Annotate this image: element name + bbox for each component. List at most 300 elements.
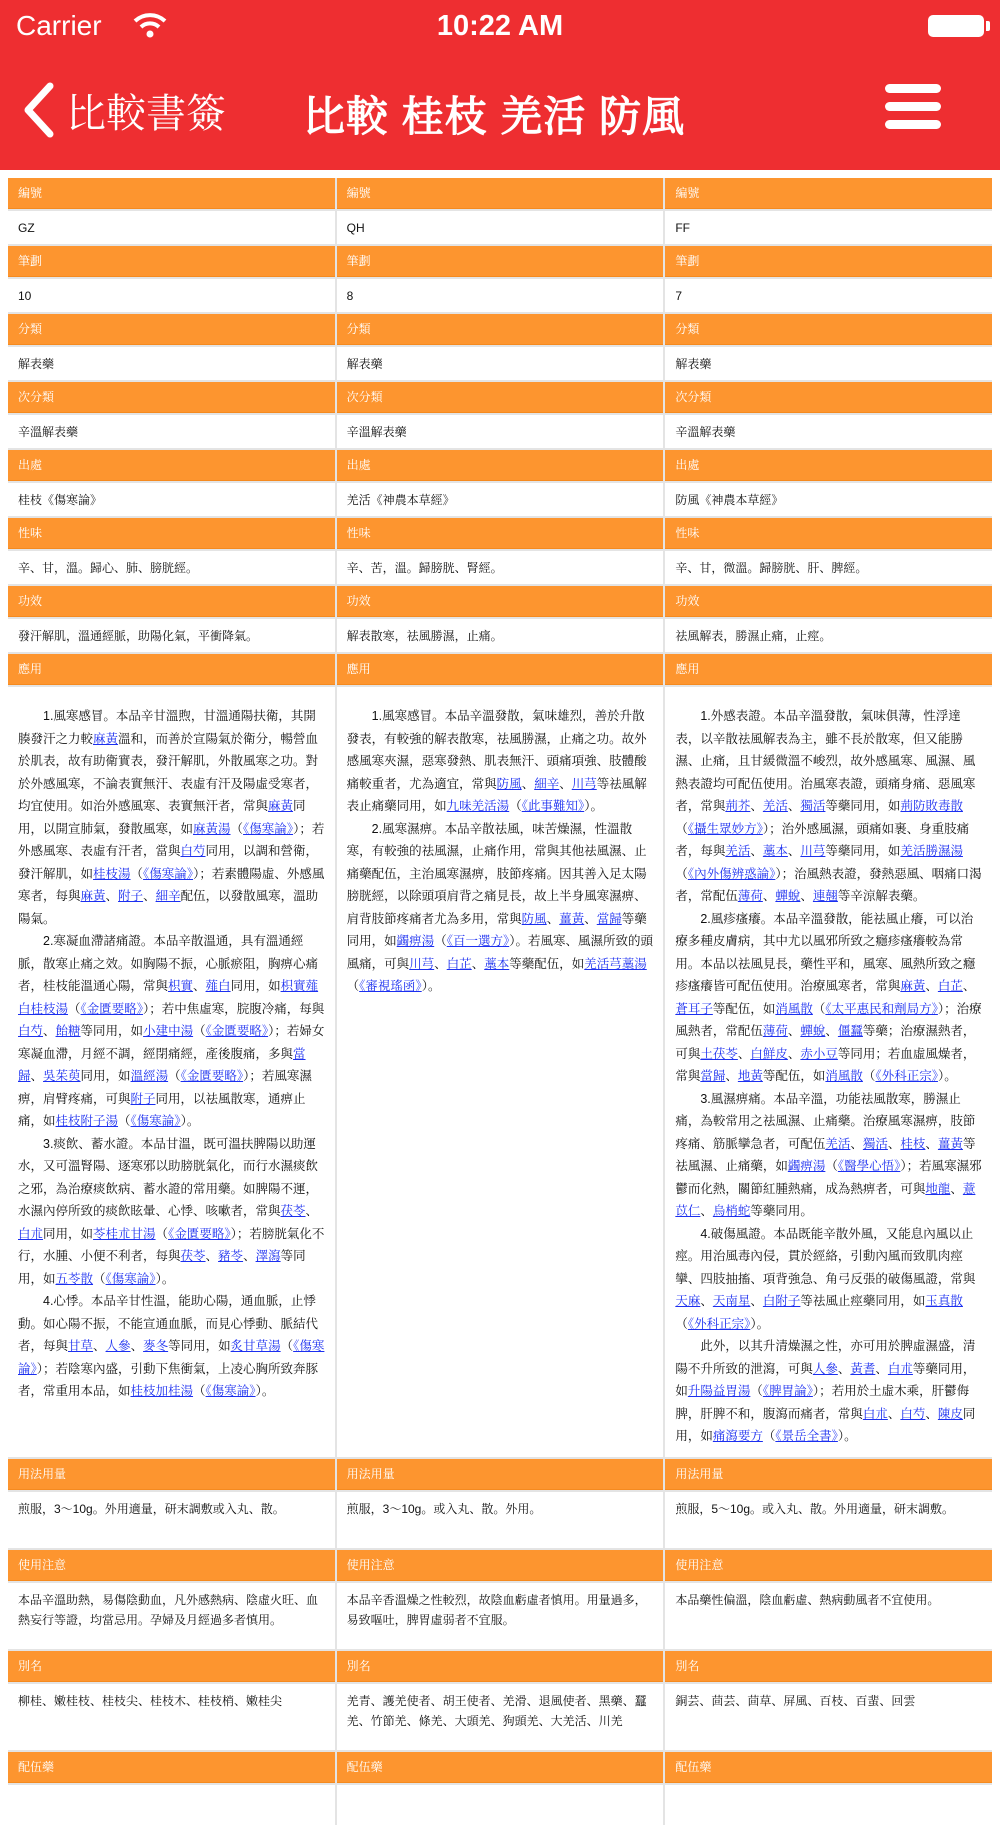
usage-text-segment: 等藥同用，如	[825, 844, 901, 858]
usage-text-segment: ）；若風寒濕痹，肩臂疼痛，可與	[18, 1069, 312, 1106]
field-value: 桂枝《傷寒論》	[8, 483, 335, 516]
field-label: 編號	[8, 178, 335, 209]
usage-text-segment: ）。	[584, 799, 603, 813]
usage-text-segment: 、	[30, 1069, 44, 1083]
herb-link[interactable]: 《傷寒論》	[143, 866, 194, 881]
usage-text-segment: （	[750, 1384, 763, 1398]
field-value: 解表藥	[665, 347, 992, 380]
usage-text-segment: 、	[750, 1294, 763, 1308]
herb-link[interactable]: 細辛	[155, 889, 181, 903]
usage-text-segment: 、	[787, 1046, 801, 1061]
herb-link[interactable]: 消風散	[775, 1001, 813, 1016]
usage-text-segment: 、	[93, 1339, 106, 1353]
herb-link[interactable]: 薄荷	[762, 1024, 788, 1038]
usage-text-segment: 同用，以開宣肺氣，發散風寒，如	[18, 799, 306, 836]
usage-text-segment: 、	[243, 1249, 256, 1263]
herb-link[interactable]: 川芎	[571, 776, 597, 791]
caution-label: 使用注意	[337, 1550, 664, 1581]
usage-text-segment: （	[168, 1069, 181, 1083]
usage-label: 應用	[8, 654, 335, 685]
usage-text-segment: 等藥同用，如	[825, 799, 901, 813]
usage-text-segment: 、	[787, 1024, 801, 1038]
herb-link[interactable]: 羌活	[762, 799, 788, 813]
herb-link[interactable]: 《內外傷辨惑論》	[687, 866, 776, 881]
usage-text-segment: 同用，如	[80, 1069, 131, 1083]
usage-text-segment: （	[675, 821, 688, 836]
herb-link[interactable]: 《攝生眾妙方》	[687, 821, 763, 836]
usage-text-segment: 、	[434, 956, 447, 971]
herb-link[interactable]: 川芎	[409, 956, 435, 971]
compatible-herbs-label: 配伍藥	[665, 1752, 992, 1783]
herb-link[interactable]: 防風	[496, 776, 522, 791]
herb-link[interactable]: 當歸	[18, 1046, 306, 1083]
usage-text	[665, 687, 992, 1457]
alias-label: 別名	[8, 1651, 335, 1682]
field-value: FF	[665, 211, 992, 244]
usage-text-segment: 同用，如	[675, 1406, 976, 1443]
usage-text-segment: ）。	[937, 1069, 957, 1083]
clock: 10:22 AM	[436, 10, 564, 42]
herb-link[interactable]: 荊芥	[725, 799, 751, 813]
usage-text-segment: 配伍，以發散風寒，溫助陽氣。	[18, 889, 319, 926]
usage-text-segment: 、	[875, 1361, 888, 1376]
herb-link[interactable]: 《傷寒論》	[18, 1339, 325, 1376]
field-value: 7	[665, 279, 992, 312]
dosage-value: 煎服，3～10g。或入丸、散。外用。	[337, 1492, 664, 1548]
usage-paragraph	[675, 705, 982, 908]
usage-text-segment: （	[675, 1316, 688, 1331]
herb-link[interactable]: 羌活芎藁湯	[584, 956, 647, 971]
usage-text-segment: 同用，如	[230, 979, 281, 993]
herb-link[interactable]: 枳實	[168, 979, 194, 993]
usage-text-segment: 1.外感表證。本品辛溫發散，氣味俱薄，性浮達表，以辛散祛風解表為主，雖不長於散寒，但又能勝濕、止痛，且甘緩微溫不峻烈，故外感風寒、風濕、風熱表證均可配伍使用。治風寒表證，頭痛身痛、惡風寒者，常與	[675, 709, 976, 813]
usage-text-segment: ）。	[421, 979, 441, 993]
usage-text-segment: 、	[787, 799, 801, 813]
herb-link[interactable]: 薑黃	[937, 1136, 963, 1151]
field-label: 分類	[665, 314, 992, 345]
herb-link[interactable]: 《太平惠民和劑局方》	[825, 1001, 938, 1016]
usage-text-segment: 等藥；治療濕熱者，可與	[675, 1024, 976, 1061]
herb-link[interactable]: 當歸	[596, 911, 622, 926]
herb-link[interactable]: 澤瀉	[255, 1249, 281, 1263]
herb-link[interactable]: 蒼耳子	[675, 1001, 713, 1016]
usage-text-segment: ）；若外感風寒、表虛有汗者，當與	[18, 821, 325, 858]
usage-text-segment: ）。	[837, 1429, 857, 1443]
usage-text-segment: 、	[546, 911, 560, 926]
herb-link[interactable]: 白鮮皮	[750, 1046, 788, 1061]
herb-link[interactable]: 白朮	[862, 1406, 888, 1421]
herb-link[interactable]: 《金匱要略》	[168, 1226, 231, 1241]
field-value: 辛、甘，溫。歸心、肺、膀胱經。	[8, 551, 335, 584]
usage-text-segment: （	[675, 866, 688, 881]
usage-text-segment: ）；治外感風濕，頭痛如裹、身重肢痛者，每與	[675, 821, 970, 858]
herb-link[interactable]: 薄荷	[737, 889, 763, 903]
usage-text-segment: 、	[205, 1249, 219, 1263]
compatible-herbs-label: 配伍藥	[8, 1752, 335, 1783]
usage-text-segment: 、	[762, 889, 776, 903]
herb-link[interactable]: 防風	[521, 911, 547, 926]
usage-text-segment: 同用，如	[43, 1226, 94, 1241]
usage-text-segment: 、	[962, 979, 976, 993]
usage-text	[337, 687, 664, 1457]
caution-label: 使用注意	[665, 1550, 992, 1581]
usage-text-segment: 、	[193, 979, 206, 993]
herb-link[interactable]: 藁本	[762, 844, 788, 858]
herb-link[interactable]: 陳皮	[937, 1406, 963, 1421]
herb-link[interactable]: 吳茱萸	[43, 1069, 81, 1083]
field-label: 出處	[337, 450, 664, 481]
field-label: 次分類	[337, 382, 664, 413]
usage-text-segment: 1.風寒感冒。本品辛溫發散，氣味雄烈，善於升散發表，有較強的解表散寒，祛風勝濕，止痛之功。故外感風寒夾濕，惡寒發熱、肌表無汗、頭痛項強、肢體酸痛較重者，尤為適宜，常與	[346, 709, 647, 791]
herb-link[interactable]: 人參	[105, 1339, 131, 1353]
herb-link[interactable]: 白芍	[900, 1406, 926, 1421]
usage-text-segment: 、	[559, 776, 572, 791]
herb-link[interactable]: 桂枝加桂湯	[130, 1384, 194, 1398]
compatible-herbs-value	[665, 1785, 992, 1825]
herb-link[interactable]: 羌活	[725, 844, 751, 858]
field-value: 發汗解肌，溫通經脈，助陽化氣，平衝降氣。	[8, 619, 335, 652]
herb-link[interactable]: 烏梢蛇	[712, 1204, 751, 1218]
field-label: 編號	[337, 178, 664, 209]
herb-link[interactable]: 麻黃	[93, 731, 119, 746]
dosage-value: 煎服，5～10g。或入丸、散。外用適量，研末調敷。	[665, 1492, 992, 1548]
herb-link[interactable]: 白芍	[18, 1024, 44, 1038]
herb-link[interactable]: 《審視瑤函》	[359, 979, 422, 993]
herb-link[interactable]: 《金匱要略》	[180, 1069, 244, 1083]
herb-link[interactable]: 桂枝附子湯	[55, 1114, 119, 1128]
herb-link[interactable]: 飴糖	[55, 1024, 81, 1038]
caution-label: 使用注意	[8, 1550, 335, 1581]
herb-link[interactable]: 白芍	[180, 844, 206, 858]
alias-label: 別名	[665, 1651, 992, 1682]
herb-link[interactable]: 麥冬	[143, 1339, 169, 1353]
herb-link[interactable]: 附子	[130, 1091, 156, 1106]
usage-text-segment: （	[230, 821, 244, 836]
field-label: 功效	[8, 586, 335, 617]
usage-text-segment: 等同用；若血虛風燥者，常與	[675, 1046, 976, 1083]
alias-value: 銅芸、茴芸、茴草、屏風、百枝、百蜚、回雲	[665, 1684, 992, 1750]
herb-link[interactable]: 薏苡仁	[675, 1181, 976, 1218]
field-value: 解表藥	[8, 347, 335, 380]
chevron-left-icon	[18, 80, 58, 140]
herb-link[interactable]: 《此事難知》	[521, 799, 585, 813]
herb-link[interactable]: 羌活	[825, 1136, 851, 1151]
usage-paragraph	[347, 818, 654, 998]
usage-text-segment: （	[434, 934, 447, 948]
dosage-label: 用法用量	[665, 1459, 992, 1490]
usage-text-segment: 等同用，如	[18, 1249, 306, 1286]
field-label: 功效	[665, 586, 992, 617]
usage-text-segment: 、	[584, 911, 597, 926]
usage-text-segment: 、	[305, 1204, 319, 1218]
usage-text-segment: 、	[787, 844, 801, 858]
usage-text-segment: 、	[700, 1204, 713, 1218]
usage-text-segment: 3.痰飲、蓄水證。本品甘溫，既可溫扶脾陽以助運水，又可溫腎陽、逐寒邪以助膀胱氣化，而行水濕痰飲之邪，為治療痰飲病、蓄水證的常用藥。如脾陽不運，水濕內停所致的痰飲眩暈、心悸、咳嗽者，常與	[18, 1136, 319, 1218]
herb-link[interactable]: 蟬蛻	[775, 889, 801, 903]
field-label: 編號	[665, 178, 992, 209]
field-label: 出處	[665, 450, 992, 481]
usage-text-segment: ）；若陰寒內盛，引動下焦衝氣，上凌心胸所致奔豚者，常重用本品，如	[18, 1361, 319, 1398]
usage-text-segment: 、	[925, 979, 938, 993]
herb-link[interactable]: 細辛	[534, 776, 560, 791]
usage-paragraph	[347, 705, 654, 818]
herb-link[interactable]: 僵蠶	[837, 1024, 863, 1038]
field-value: 防風《神農本草經》	[665, 483, 992, 516]
herb-link[interactable]: 五苓散	[55, 1271, 94, 1286]
herb-link[interactable]: 薑黃	[559, 911, 585, 926]
usage-text-segment: 等祛風止痙藥同用，如	[800, 1294, 926, 1308]
usage-text-segment: 、	[850, 1136, 863, 1151]
alias-label: 別名	[337, 1651, 664, 1682]
usage-text	[8, 687, 335, 1457]
herb-link[interactable]: 獨活	[862, 1136, 888, 1151]
herb-link[interactable]: 豬苓	[218, 1249, 244, 1263]
usage-text-segment: 、	[143, 889, 156, 903]
herb-link[interactable]: 蠲痹湯	[787, 1159, 826, 1173]
herb-link[interactable]: 地龍	[925, 1181, 951, 1196]
herb-link[interactable]: 苓桂朮甘湯	[93, 1226, 156, 1241]
alias-value: 羌青、護羌使者、胡王使者、羌滑、退風使者、黑藥、蠶羌、竹節羌、條羌、大頭羌、狗頭羌、大羌活、川羌	[337, 1684, 664, 1750]
caution-value: 本品辛溫助熱，易傷陰動血，凡外感熱病、陰虛火旺、血熱妄行等證，均當忌用。孕婦及月經過多者慎用。	[8, 1583, 335, 1649]
usage-text-segment: 等藥同用，如	[675, 1361, 976, 1398]
usage-paragraph	[18, 930, 325, 1133]
herb-link[interactable]: 麻黃	[80, 889, 106, 903]
usage-paragraph	[675, 1088, 982, 1223]
compatible-herbs-label: 配伍藥	[337, 1752, 664, 1783]
herb-link[interactable]: 天麻	[675, 1294, 701, 1308]
usage-text-segment: 等祛風解表止痛藥同用，如	[346, 776, 647, 813]
herb-link[interactable]: 荊防敗毒散	[900, 799, 963, 813]
usage-text-segment: （	[68, 1001, 81, 1016]
usage-label: 應用	[337, 654, 664, 685]
usage-text-segment: ）。	[255, 1384, 275, 1398]
herb-link[interactable]: 附子	[118, 889, 144, 903]
usage-text-segment: 、	[700, 1294, 713, 1308]
field-value: 辛、苦，溫。歸膀胱、腎經。	[337, 551, 664, 584]
field-value: 辛溫解表藥	[337, 415, 664, 448]
usage-text-segment: 等同用，如	[168, 1339, 231, 1353]
herb-link[interactable]: 白芷	[446, 956, 472, 971]
herb-link[interactable]: 《傷寒論》	[130, 1114, 181, 1128]
usage-text-segment: 此外，以其升清燥濕之性，亦可用於脾虛濕盛，清陽不升所致的泄瀉，可與	[675, 1339, 976, 1376]
usage-text-segment: 、	[521, 776, 535, 791]
status-bar	[0, 0, 1000, 55]
usage-text-segment: 、	[825, 1024, 838, 1038]
hamburger-menu-icon[interactable]	[885, 84, 941, 134]
herb-link[interactable]: 升陽益胃湯	[687, 1384, 751, 1398]
herb-link[interactable]: 《脾胃論》	[762, 1384, 813, 1398]
herb-link[interactable]: 蟬蛻	[800, 1024, 826, 1038]
herb-link[interactable]: 《醫學心悟》	[837, 1159, 901, 1173]
usage-label: 應用	[665, 654, 992, 685]
compatible-herbs-value	[8, 1785, 335, 1825]
alias-value: 柳桂、嫩桂枝、桂枝尖、桂枝木、桂枝梢、嫩桂尖	[8, 1684, 335, 1750]
usage-text-segment: 、	[837, 1361, 851, 1376]
usage-text-segment: 、	[725, 1069, 738, 1083]
herb-link[interactable]: 麻黃湯	[193, 821, 231, 836]
usage-paragraph	[18, 705, 325, 930]
usage-text-segment: 、	[750, 844, 763, 858]
page-title: 比較 桂枝 羌活 防風	[303, 93, 686, 140]
usage-text-segment: 同用，以調和營衛，發汗解肌，如	[18, 844, 319, 881]
herb-link[interactable]: 小建中湯	[143, 1024, 194, 1038]
field-label: 次分類	[8, 382, 335, 413]
herb-link[interactable]: 麻黃	[900, 979, 926, 993]
usage-text-segment: 、	[130, 1339, 144, 1353]
usage-text-segment: （	[93, 1271, 106, 1286]
field-label: 筆劃	[665, 246, 992, 277]
herb-link[interactable]: 川芎	[800, 844, 826, 858]
usage-text-segment: （	[862, 1069, 876, 1083]
usage-text-segment: 同用，以祛風散寒，通痹止痛，如	[18, 1091, 306, 1128]
usage-text-segment: 、	[950, 1181, 963, 1196]
field-label: 性味	[337, 518, 664, 549]
field-value: 10	[8, 279, 335, 312]
usage-text-segment: 、	[43, 1024, 56, 1038]
herb-link[interactable]: 白朮	[887, 1361, 913, 1376]
herb-link[interactable]: 玉真散	[925, 1294, 963, 1308]
compatible-herbs-value	[337, 1785, 664, 1825]
herb-link[interactable]: 桂枝湯	[93, 866, 131, 881]
usage-text-segment: 3.風濕痹痛。本品辛溫，功能祛風散寒，勝濕止痛，為較常用之祛風濕、止痛藥。治療風寒濕痹，肢節疼痛、筋脈攣急者，可配伍	[675, 1091, 976, 1151]
usage-text-segment: 等藥同用。	[750, 1204, 813, 1218]
usage-text-segment: （	[762, 1429, 776, 1443]
back-button[interactable]	[18, 80, 226, 140]
usage-text-segment: 2.風寒濕痹。本品辛散祛風，味苦燥濕，性溫散寒，有較強的祛風濕，止痛作用，常與其他祛風濕、止痛藥配伍，主治風寒濕痹，肢節疼痛。因其善入足太陽膀胱經，以除頭項肩背之痛見長，故上半身風寒濕痹、肩背肢節疼痛者尤為多用，常與	[346, 821, 647, 926]
herb-link[interactable]: 痛瀉要方	[712, 1429, 763, 1443]
usage-text-segment: 、	[887, 1406, 901, 1421]
herb-link[interactable]: 消風散	[825, 1069, 863, 1083]
usage-text-segment: 等同用，如	[80, 1024, 144, 1038]
herb-link[interactable]: 枳實薤白桂枝湯	[18, 979, 319, 1016]
usage-text-segment: 4.破傷風證。本品既能辛散外風，又能息內風以止痙。用治風毒內侵，貫於經絡，引動內風而致肌肉痙攣、四肢抽搐、項背強急、角弓反張的破傷風證，常與	[675, 1226, 976, 1286]
usage-text-segment: （	[193, 1024, 206, 1038]
herb-link[interactable]: 赤小豆	[800, 1046, 838, 1061]
usage-text-segment: ）。	[155, 1271, 175, 1286]
usage-text-segment: （	[155, 1226, 169, 1241]
field-value: 辛、甘，微溫。歸膀胱、肝、脾經。	[665, 551, 992, 584]
usage-text-segment: ）；若中焦虛寒，脘腹冷痛，每與	[143, 1001, 325, 1016]
herb-link[interactable]: 獨活	[800, 799, 826, 813]
field-label: 筆劃	[8, 246, 335, 277]
field-value: 解表藥	[337, 347, 664, 380]
usage-text-segment: 2.風疹瘙癢。本品辛溫發散，能祛風止癢，可以治療多種皮膚病，其中尤以風邪所致之癮疹瘙癢較為常用。本品以祛風見長，藥性平和，風寒、風熱所致之癮疹瘙癢皆可配伍使用。治療風寒者，常與	[675, 911, 976, 993]
usage-text-segment: 、	[925, 1406, 938, 1421]
herb-link[interactable]: 麻黃	[268, 799, 294, 813]
usage-text-segment: （	[130, 866, 144, 881]
usage-text-segment: （	[346, 979, 360, 993]
field-label: 次分類	[665, 382, 992, 413]
herb-link[interactable]: 《外科正宗》	[875, 1069, 938, 1083]
usage-text-segment: （	[118, 1114, 131, 1128]
herb-link[interactable]: 炙甘草湯	[230, 1339, 281, 1353]
caution-value: 本品藥性偏溫，陰血虧虛、熱病動風者不宜使用。	[665, 1583, 992, 1649]
herb-link[interactable]: 連翹	[812, 889, 838, 903]
usage-text-segment: 1.風寒感冒。本品辛甘溫煦，甘溫通陽扶衛，其開腠發汗之力較	[18, 709, 316, 746]
herb-link[interactable]: 天南星	[712, 1294, 751, 1308]
field-label: 功效	[337, 586, 664, 617]
herb-link[interactable]: 《傷寒論》	[243, 821, 294, 836]
herb-link[interactable]: 當歸	[700, 1069, 726, 1083]
herb-link[interactable]: 溫經湯	[130, 1069, 169, 1083]
herb-link[interactable]: 《景岳全書》	[775, 1429, 838, 1443]
usage-text-segment: 等祛風濕、止痛藥，如	[675, 1136, 976, 1173]
herb-link[interactable]: 茯苓	[280, 1204, 306, 1218]
caution-value: 本品辛香溫燥之性較烈，故陰血虧虛者慎用。用量過多，易致嘔吐，脾胃虛弱者不宜服。	[337, 1583, 664, 1649]
field-label: 性味	[8, 518, 335, 549]
herb-link[interactable]: 《外科正宗》	[687, 1316, 751, 1331]
herb-link[interactable]: 甘草	[68, 1339, 94, 1353]
herb-link[interactable]: 《百一選方》	[446, 934, 510, 948]
field-label: 筆劃	[337, 246, 664, 277]
herb-link[interactable]: 土茯苓	[700, 1046, 738, 1061]
herb-link[interactable]: 地黃	[737, 1069, 763, 1083]
herb-link[interactable]: 《金匱要略》	[205, 1024, 269, 1038]
field-label: 性味	[665, 518, 992, 549]
usage-text-segment: 等辛涼解表藥。	[837, 889, 926, 903]
carrier-label: Carrier	[16, 10, 102, 41]
usage-text-segment: 溫和，而善於宣陽氣於衛分，暢營血於肌表，故有助衛實表，發汗解肌，外散風寒之功。對於外感風寒，不論表實無汗、表虛有汗及陽虛受寒者，均宜使用。如治外感風寒、表實無汗者，常與	[18, 731, 319, 813]
usage-text-segment: ）；若婦女寒凝血滯，月經不調，經閉痛經，產後腹痛，多與	[18, 1024, 325, 1061]
herb-link[interactable]: 羌活勝濕湯	[900, 844, 963, 858]
usage-paragraph	[18, 1290, 325, 1403]
usage-text-segment: ）；若素體陽虛、外感風寒者，每與	[18, 866, 325, 903]
field-label: 分類	[337, 314, 664, 345]
herb-link[interactable]: 《傷寒論》	[205, 1384, 256, 1398]
back-label: 比較書簽	[66, 91, 226, 136]
field-value: 辛溫解表藥	[665, 415, 992, 448]
usage-text-segment: 等配伍，如	[762, 1069, 826, 1083]
herb-link[interactable]: 九味羌活湯	[446, 799, 510, 813]
herb-link[interactable]: 《金匱要略》	[80, 1001, 144, 1016]
field-value: GZ	[8, 211, 335, 244]
usage-text-segment: ）；治療風熱者，常配伍	[675, 1001, 982, 1038]
field-value: 8	[337, 279, 664, 312]
field-label: 分類	[8, 314, 335, 345]
herb-link[interactable]: 人參	[812, 1361, 838, 1376]
usage-text-segment: ）；治風熱表證，發熱惡風、咽痛口渴者，常配伍	[675, 866, 982, 903]
field-value: QH	[337, 211, 664, 244]
usage-paragraph	[18, 1133, 325, 1291]
herb-link[interactable]: 白芷	[937, 979, 963, 993]
field-value: 羌活《神農本草經》	[337, 483, 664, 516]
herb-link[interactable]: 白附子	[762, 1294, 801, 1308]
field-value: 辛溫解表藥	[8, 415, 335, 448]
herb-link[interactable]: 蠲痹湯	[396, 934, 435, 948]
usage-text-segment: （	[812, 1001, 826, 1016]
usage-text-segment: 、	[800, 889, 813, 903]
usage-text-segment: 4.心悸。本品辛甘性溫，能助心陽，通血脈，止悸動。如心陽不振，不能宣通血脈，而見心悸動、脈結代者，每與	[18, 1294, 319, 1353]
herb-link[interactable]: 黃耆	[850, 1361, 876, 1376]
usage-text-segment: ）；若膀胱氣化不行，水腫、小便不利者，每與	[18, 1226, 325, 1263]
battery-icon	[928, 15, 984, 37]
herb-link[interactable]: 藁本	[484, 956, 510, 971]
herb-link[interactable]: 桂枝	[900, 1136, 926, 1151]
usage-text-segment: ）。若風寒、風濕所致的頭風痛，可與	[346, 934, 653, 971]
dosage-label: 用法用量	[8, 1459, 335, 1490]
dosage-label: 用法用量	[337, 1459, 664, 1490]
navigation-bar	[0, 0, 1000, 170]
herb-link[interactable]: 茯苓	[180, 1249, 206, 1263]
field-value: 祛風解表，勝濕止痛，止痙。	[665, 619, 992, 652]
field-label: 出處	[8, 450, 335, 481]
herb-link[interactable]: 白朮	[18, 1226, 44, 1241]
usage-paragraph	[675, 1223, 982, 1336]
herb-link[interactable]: 《傷寒論》	[105, 1271, 156, 1286]
usage-text-segment: 、	[105, 889, 119, 903]
herb-link[interactable]: 薤白	[205, 979, 231, 993]
usage-text-segment: ）。	[750, 1316, 770, 1331]
